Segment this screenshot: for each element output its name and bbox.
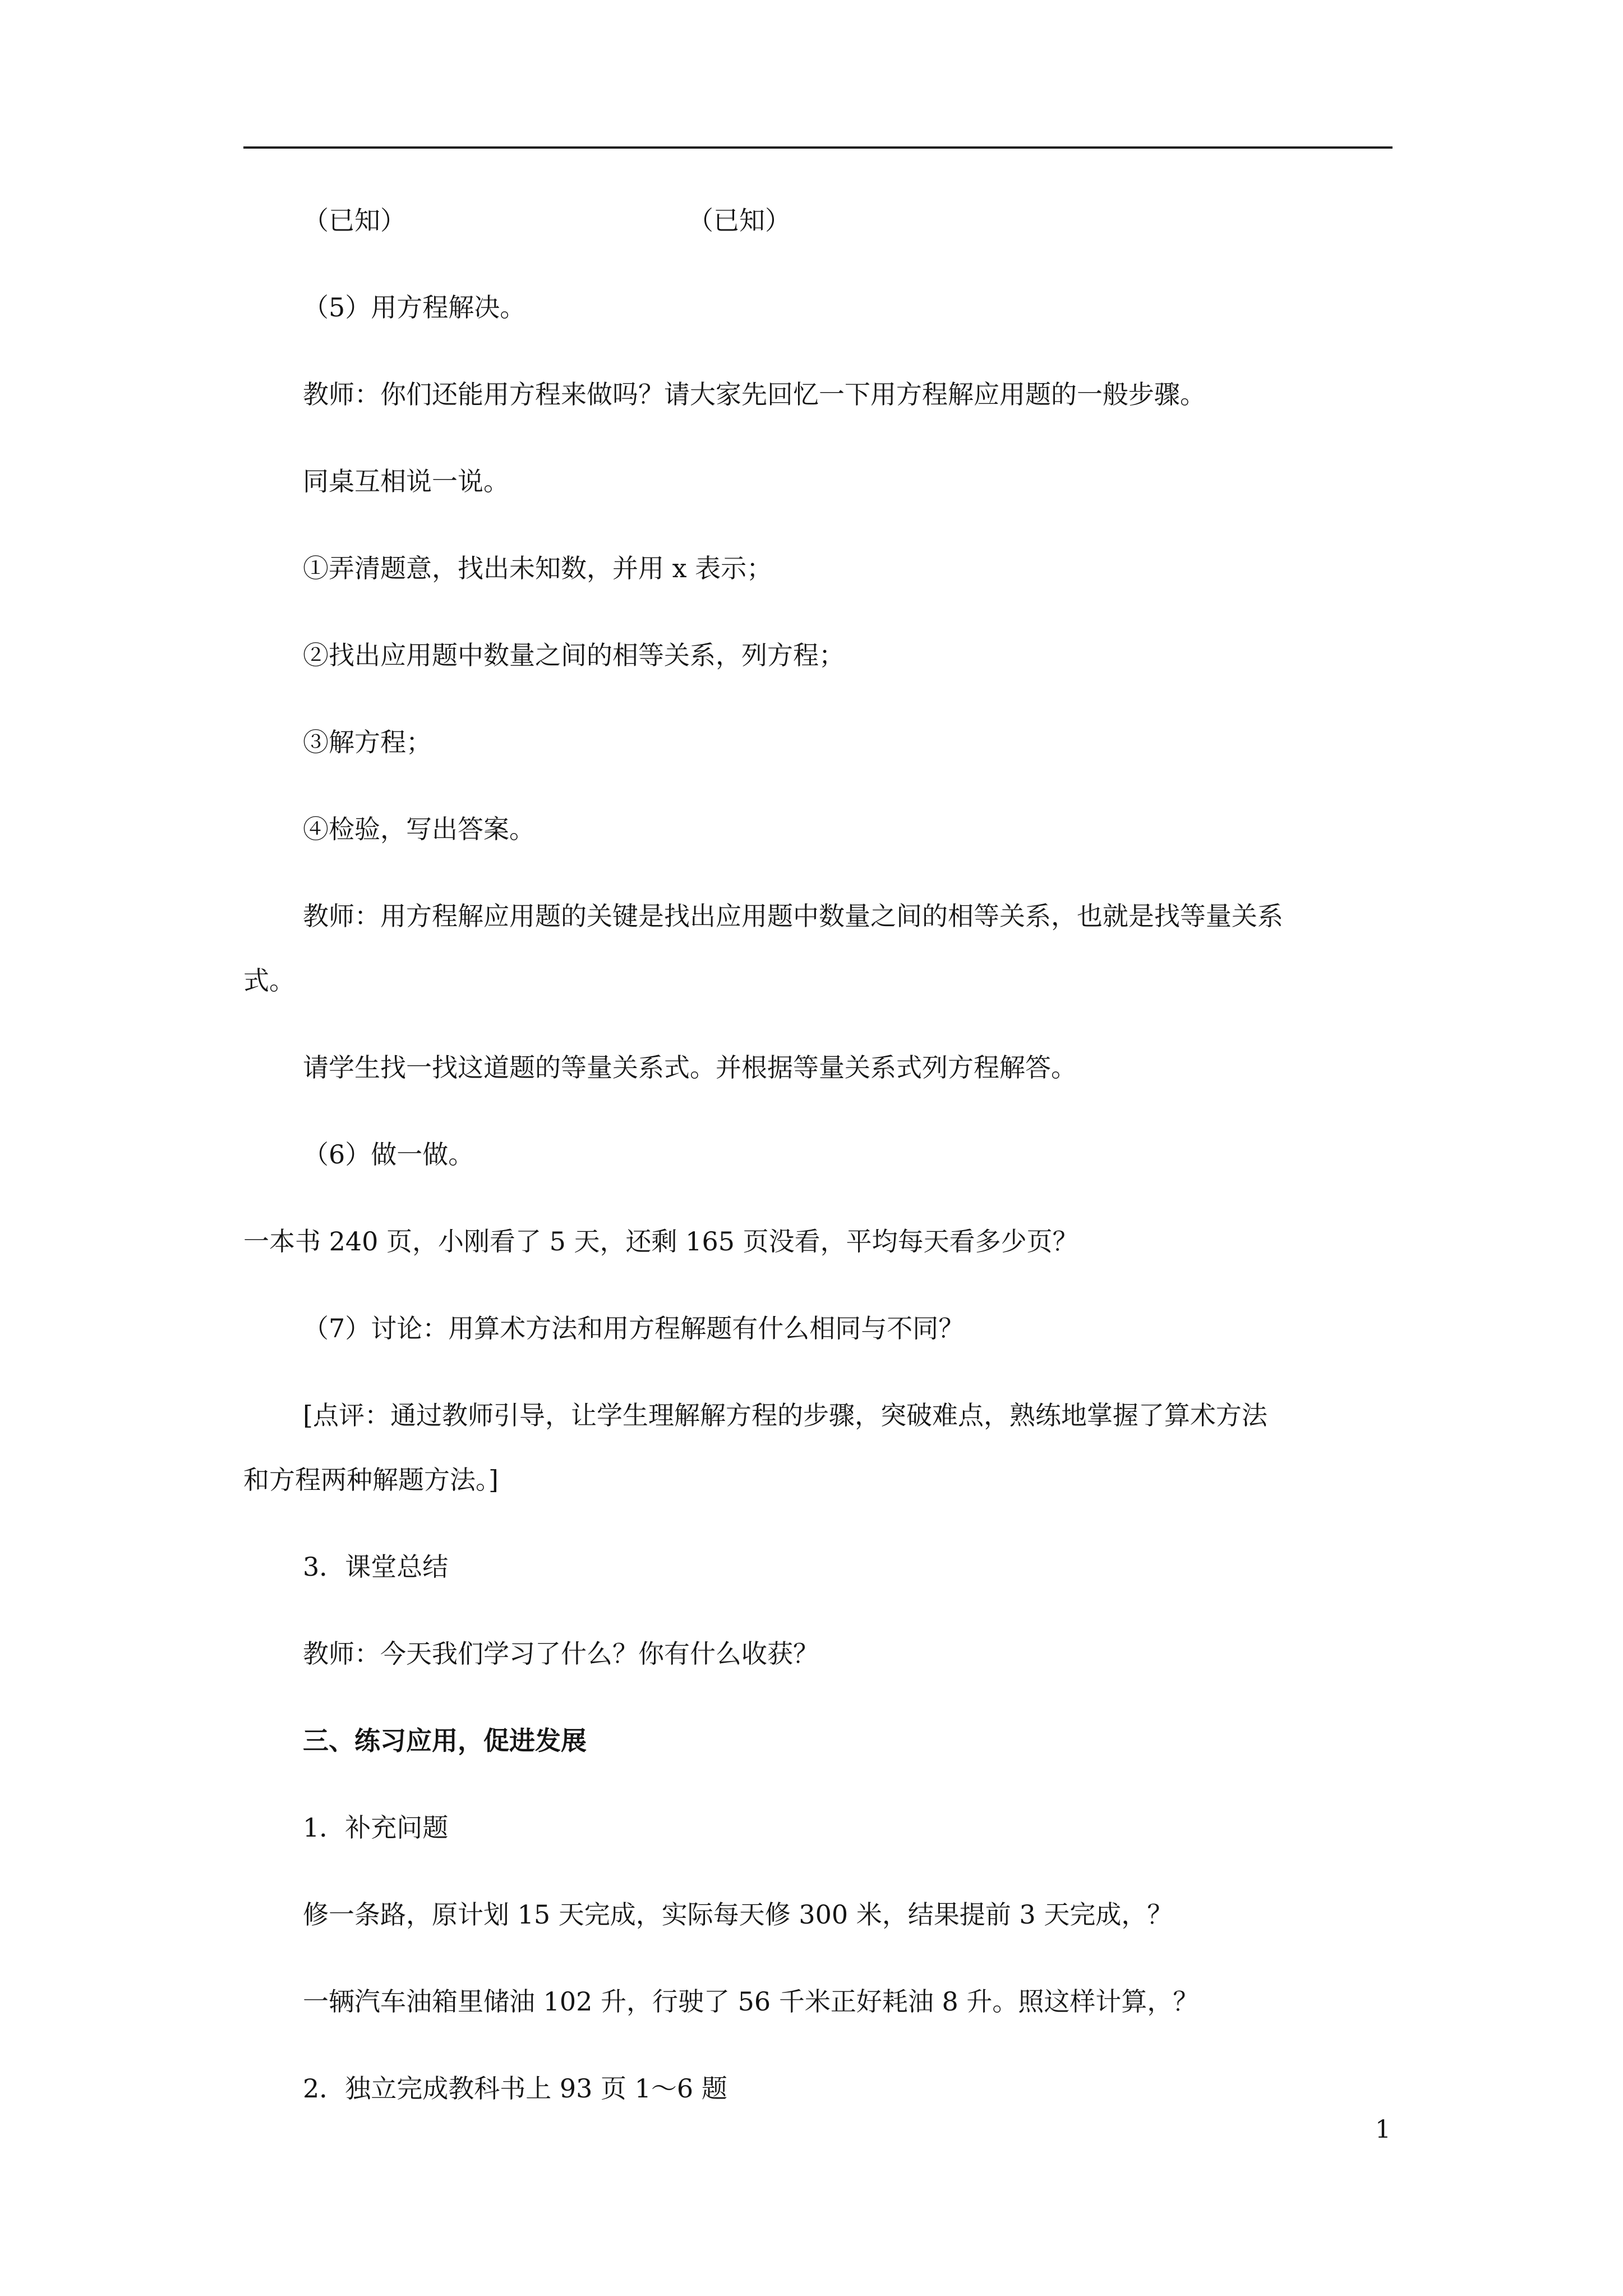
step6-text: （6）做一做。 bbox=[303, 1139, 474, 1170]
page-number: 1 bbox=[1375, 2115, 1391, 2144]
known-label-right: （已知） bbox=[688, 205, 791, 236]
method-step-2: ②找出应用题中数量之间的相等关系，列方程； bbox=[303, 640, 845, 670]
exercise-book-text: 一本书 240 页，小刚看了 5 天，还剩 165 页没看，平均每天看多少页？ bbox=[243, 1226, 1078, 1257]
method-step-4: ④检验，写出答案。 bbox=[303, 814, 535, 844]
teacher-key-text-line2: 式。 bbox=[243, 965, 295, 996]
comment-text-line2: 和方程两种解题方法。] bbox=[243, 1465, 499, 1495]
known-label-left: （已知） bbox=[303, 205, 406, 236]
method-step-3: ③解方程； bbox=[303, 727, 432, 757]
teacher-question-text: 教师：你们还能用方程来做吗？请大家先回忆一下用方程解应用题的一般步骤。 bbox=[303, 379, 1206, 409]
method-step-1: ①弄清题意，找出未知数，并用 x 表示； bbox=[303, 553, 773, 583]
summary-heading: 3．课堂总结 bbox=[303, 1552, 449, 1582]
teacher-summary-text: 教师：今天我们学习了什么？你有什么收获？ bbox=[303, 1639, 819, 1669]
desk-mate-text: 同桌互相说一说。 bbox=[303, 466, 509, 496]
section-heading: 三、练习应用，促进发展 bbox=[303, 1726, 587, 1756]
practice1-heading: 1．补充问题 bbox=[303, 1812, 449, 1843]
student-task-text: 请学生找一找这道题的等量关系式。并根据等量关系式列方程解答。 bbox=[303, 1052, 1077, 1083]
fuel-problem-text: 一辆汽车油箱里储油 102 升，行驶了 56 千米正好耗油 8 升。照这样计算，？ bbox=[303, 1986, 1199, 2017]
practice2-text: 2．独立完成教科书上 93 页 1～6 题 bbox=[303, 2073, 727, 2104]
header-rule bbox=[243, 146, 1393, 149]
comment-text-line1: [点评：通过教师引导，让学生理解解方程的步骤，突破难点，熟练地掌握了算术方法 bbox=[303, 1400, 1267, 1430]
road-problem-text: 修一条路，原计划 15 天完成，实际每天修 300 米，结果提前 3 天完成，？ bbox=[303, 1899, 1173, 1930]
step5-text: （5）用方程解决。 bbox=[303, 292, 526, 323]
step7-text: （7）讨论：用算术方法和用方程解题有什么相同与不同？ bbox=[303, 1313, 965, 1343]
teacher-key-text-line1: 教师：用方程解应用题的关键是找出应用题中数量之间的相等关系，也就是找等量关系 bbox=[303, 901, 1283, 931]
